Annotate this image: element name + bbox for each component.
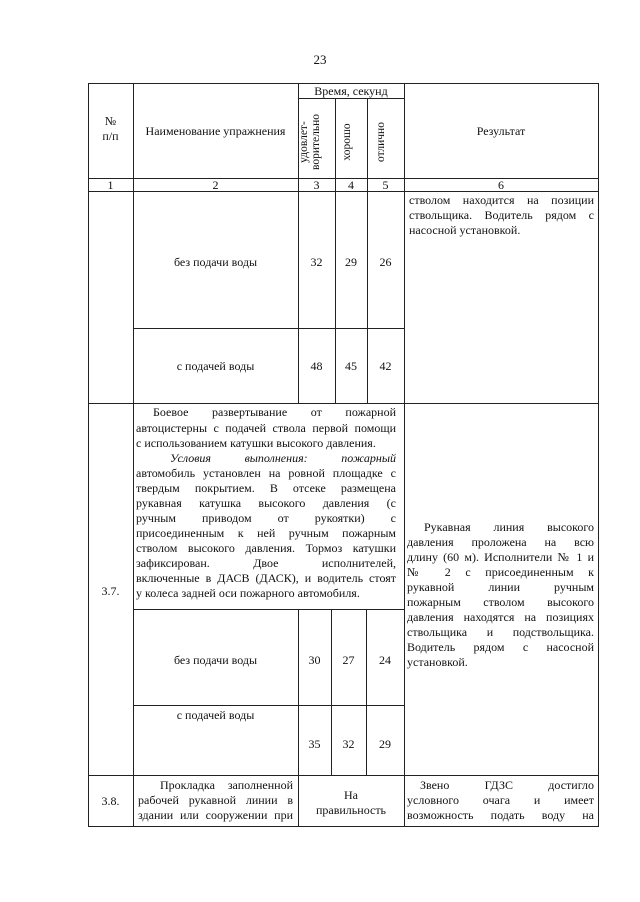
header-result: Результат bbox=[476, 124, 526, 138]
result-line: возможность подать воду на bbox=[407, 808, 594, 822]
conditions-line: Условия выполнения: пожарный bbox=[170, 451, 396, 465]
description-line: Прокладка заполненной bbox=[160, 778, 293, 792]
result-line: № 2 с присоединенным к bbox=[407, 565, 594, 579]
time-excellent: 24 bbox=[379, 653, 391, 667]
header-excellent: отлично bbox=[375, 122, 387, 162]
time-satisfactory: 30 bbox=[308, 653, 321, 667]
result-line: давления находятся на позициях bbox=[407, 610, 594, 624]
time-note: На правильность bbox=[315, 788, 387, 817]
col-number: 2 bbox=[212, 178, 219, 192]
exercise-number: 3.7. bbox=[101, 584, 120, 598]
description-line: Боевое развертывание от пожарной bbox=[153, 405, 396, 419]
col-number: 3 bbox=[313, 178, 320, 192]
description-line: включенные в ДАСВ (ДАСК), и водитель стоят bbox=[136, 571, 396, 585]
time-good: 45 bbox=[345, 359, 357, 373]
result-line: Звено ГДЗС достигло bbox=[420, 778, 594, 792]
header-exercise-name: Наименование упражнения bbox=[145, 124, 286, 138]
time-good: 27 bbox=[342, 653, 355, 667]
result-line: ствольщика и подствольщика. bbox=[407, 625, 594, 639]
time-excellent: 29 bbox=[379, 737, 391, 751]
col-number: 6 bbox=[498, 178, 504, 192]
time-satisfactory: 35 bbox=[308, 737, 321, 751]
result-line: Рукавная линия высокого bbox=[424, 520, 594, 534]
header-good: хорошо bbox=[341, 123, 353, 161]
row-label: с подачей воды bbox=[176, 708, 255, 722]
row-label: с подачей воды bbox=[176, 359, 255, 373]
row-label: без подачи воды bbox=[173, 255, 258, 269]
description-line: с использованием катушки высокого давления. bbox=[136, 436, 376, 450]
continuation-result: стволом находится на позиции ствольщика. Водитель рядом с насосной установкой. bbox=[409, 193, 594, 237]
header-time-group: Время, секунд bbox=[314, 84, 388, 98]
header-satisfactory: удовлет- ворительно bbox=[298, 113, 322, 171]
description-line: здании или сооружении при bbox=[138, 808, 293, 822]
row-label: без подачи воды bbox=[173, 653, 258, 667]
description-line: рабочей рукавной линии в bbox=[138, 793, 293, 807]
description-line: стволом высокого давления. Тормоз катушки bbox=[136, 541, 396, 555]
description-line: зафиксирован. Двое исполнителей, bbox=[136, 556, 396, 570]
time-excellent: 26 bbox=[379, 255, 392, 269]
time-good: 32 bbox=[342, 737, 355, 751]
result-line: условного очага и имеет bbox=[407, 793, 594, 807]
time-satisfactory: 48 bbox=[310, 359, 323, 373]
result-line: длину (60 м). Исполнители № 1 и bbox=[407, 550, 594, 564]
header-num: № п/п bbox=[102, 114, 119, 143]
col-number: 1 bbox=[107, 178, 114, 192]
result-line: Водитель рядом с насосной bbox=[407, 640, 594, 654]
time-good: 29 bbox=[345, 255, 357, 269]
description-line: твердым покрытием. В отсеке размещена bbox=[136, 481, 396, 495]
col-number: 4 bbox=[348, 178, 354, 192]
description-line: у колеса задней оси пожарного автомобиля. bbox=[136, 586, 360, 600]
time-satisfactory: 32 bbox=[310, 255, 323, 269]
description-line: автоцистерны с подачей ствола первой помощи bbox=[136, 421, 396, 435]
description-line: автомобиль установлен на ровной площадке с bbox=[136, 466, 396, 480]
result-line: давления проложена на всю bbox=[407, 535, 594, 549]
exercise-number: 3.8. bbox=[101, 794, 120, 808]
description-line: присоединенным к ней ручным пожарным bbox=[136, 526, 396, 540]
time-excellent: 42 bbox=[379, 359, 392, 373]
description-line: рукавная катушка высокого давления (с bbox=[136, 496, 396, 510]
description-line: ручным приводом от рукоятки) с bbox=[136, 511, 396, 525]
page-number: 23 bbox=[313, 52, 327, 67]
col-number: 5 bbox=[382, 178, 389, 192]
result-line: установкой. bbox=[407, 655, 468, 669]
result-line: пожарным стволом высокого bbox=[407, 595, 594, 609]
result-line: рукавной линии ручным bbox=[407, 580, 594, 594]
